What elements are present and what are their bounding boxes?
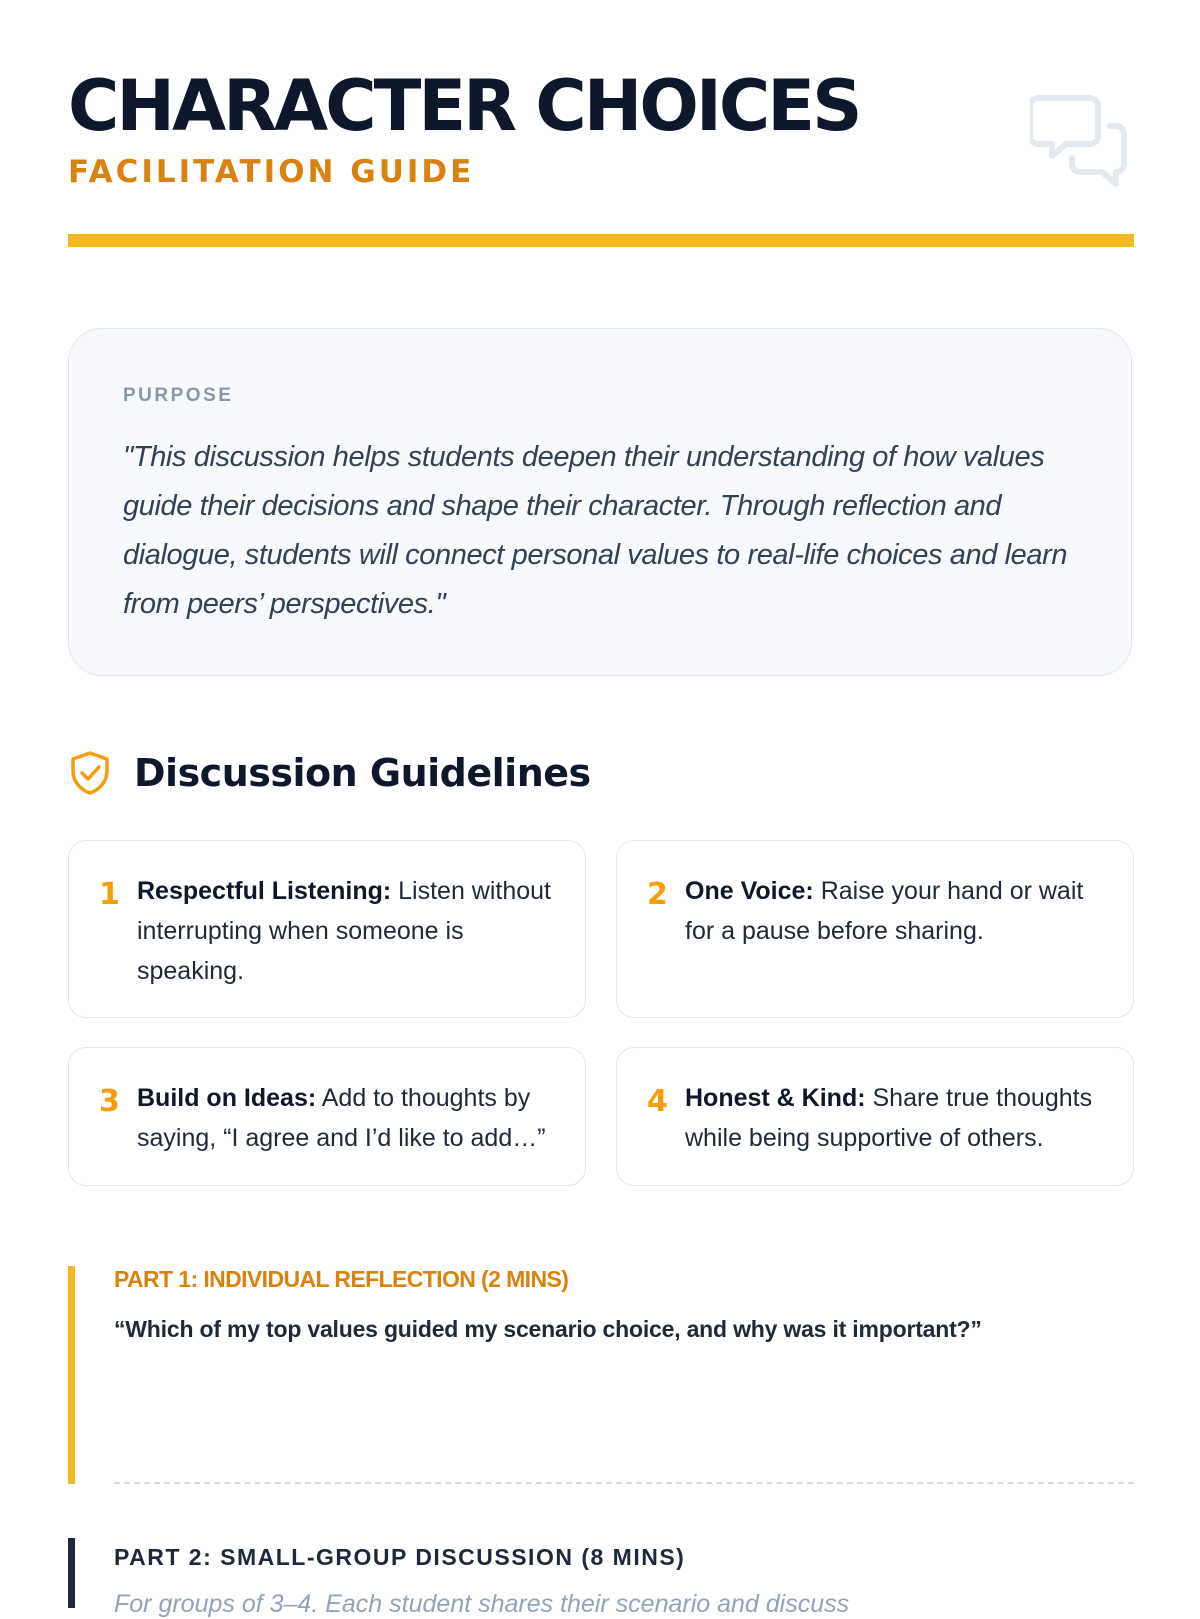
page-title: CHARACTER CHOICES [68, 65, 860, 147]
purpose-card [68, 328, 1132, 676]
part-1-title: PART 1: INDIVIDUAL REFLECTION (2 MINS) [114, 1266, 569, 1292]
shield-check-icon [68, 750, 112, 796]
part-1-accent-bar [68, 1266, 75, 1484]
guideline-title: Honest & Kind: [685, 1084, 866, 1112]
guideline-text [685, 1078, 1105, 1158]
chat-bubbles-icon [1030, 88, 1134, 192]
page-subtitle: FACILITATION GUIDE [68, 154, 475, 190]
guideline-body: Share true thoughts while being supportive of others. [685, 1084, 1093, 1152]
guide-page [68, 0, 1134, 1618]
header-divider [68, 234, 1134, 247]
guideline-title: One Voice: [685, 877, 814, 905]
purpose-text: "This discussion helps students deepen their understanding of how values guide their decisions and shape their character. Through reflection and dialogue, students will connect personal values to real-life choices and learn from peers’ perspectives." [123, 441, 1068, 620]
guideline-card-3 [68, 1047, 586, 1186]
purpose-label: PURPOSE [123, 385, 234, 406]
header [68, 0, 1134, 248]
part-2-section [68, 1538, 1134, 1618]
guideline-card-4 [616, 1047, 1134, 1186]
guideline-number: 2 [647, 877, 668, 912]
guideline-body: Raise your hand or wait for a pause before sharing. [685, 877, 1084, 945]
guideline-title: Respectful Listening: [137, 877, 392, 905]
guideline-text [685, 871, 1105, 951]
guideline-text [137, 1078, 557, 1158]
guidelines-heading-text: Discussion Guidelines [134, 751, 591, 795]
guideline-card-1 [68, 840, 586, 1018]
guideline-number: 1 [99, 877, 120, 912]
part-1-section [68, 1266, 1134, 1484]
guideline-text [137, 871, 557, 991]
guideline-body: Add to thoughts by saying, “I agree and I’d like to add…” [137, 1084, 546, 1152]
part-1-question: “Which of my top values guided my scenario choice, and why was it important?” [114, 1316, 982, 1342]
part-2-accent-bar [68, 1538, 75, 1608]
part-2-title: PART 2: SMALL-GROUP DISCUSSION (8 MINS) [114, 1544, 686, 1570]
guideline-number: 3 [99, 1084, 120, 1119]
guideline-body: Listen without interrupting when someone is speaking. [137, 877, 552, 985]
guideline-title: Build on Ideas: [137, 1084, 317, 1112]
guideline-card-2 [616, 840, 1134, 1018]
response-line [114, 1482, 1134, 1484]
guideline-number: 4 [647, 1084, 668, 1119]
guidelines-heading [68, 748, 591, 798]
part-2-text: For groups of 3–4. Each student shares their scenario and discuss [114, 1590, 850, 1618]
